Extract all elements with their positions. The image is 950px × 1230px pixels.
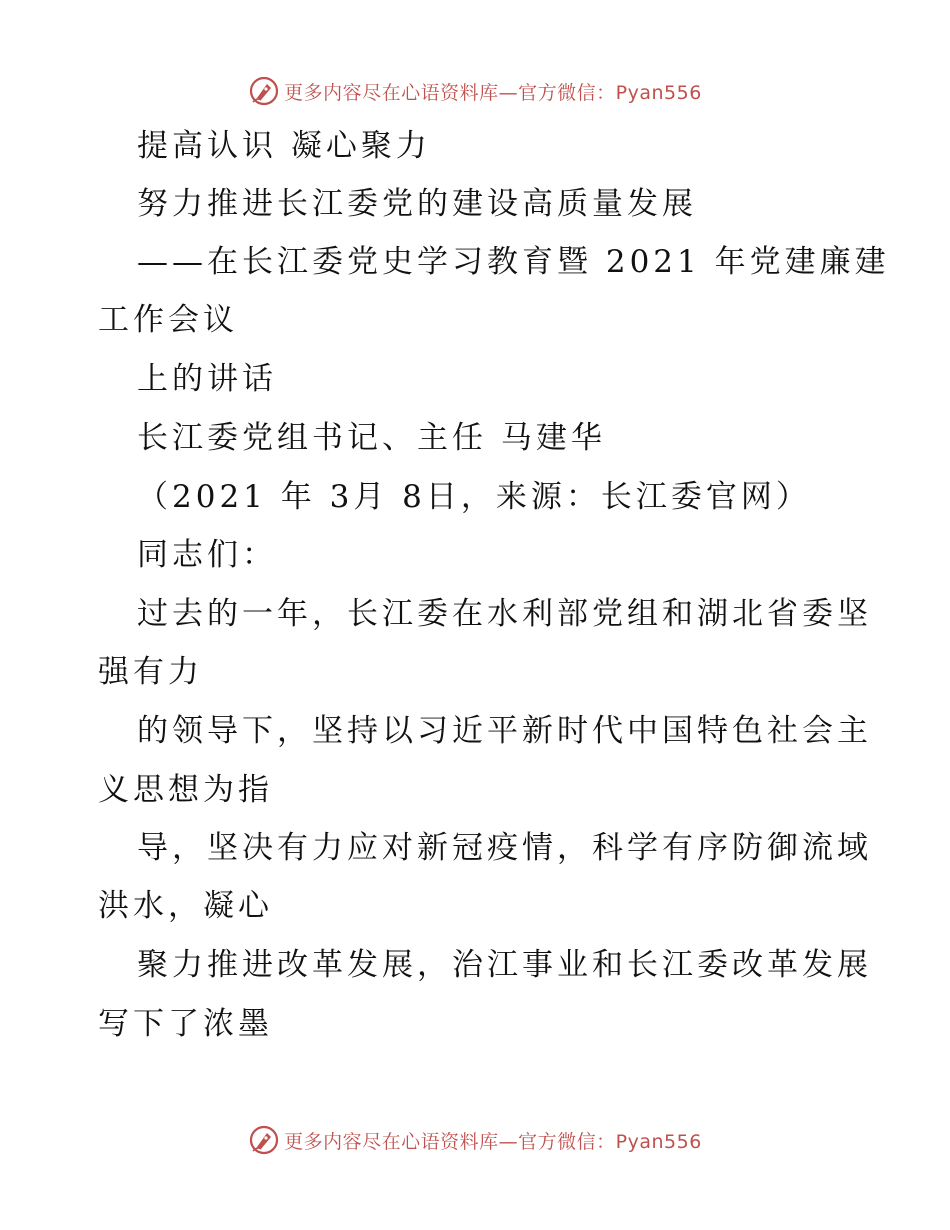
doc-date-source: （2021 年 3月 8日，来源：长江委官网）	[137, 479, 811, 515]
doc-title-line-2: 努力推进长江委党的建设高质量发展	[137, 186, 697, 222]
doc-salutation: 同志们：	[137, 537, 277, 573]
watermark-text: 更多内容尽在心语资料库—官方微信：Pyan556	[284, 81, 702, 104]
doc-paragraph-line: 聚力推进改革发展，治江事业和长江委改革发展	[137, 947, 872, 983]
watermark-text: 更多内容尽在心语资料库—官方微信：Pyan556	[284, 1130, 702, 1153]
doc-subtitle-line-1: ——在长江委党史学习教育暨 2021 年党建廉建	[137, 244, 890, 280]
doc-paragraph-line: 义思想为指	[98, 772, 273, 808]
watermark-footer	[0, 1120, 950, 1160]
pen-nib-logo-icon	[248, 1124, 280, 1156]
doc-paragraph-line: 导，坚决有力应对新冠疫情，科学有序防御流域	[137, 830, 872, 866]
doc-paragraph-line: 过去的一年，长江委在水利部党组和湖北省委坚	[137, 596, 872, 632]
doc-paragraph-line: 写下了浓墨	[98, 1006, 273, 1042]
doc-paragraph-line: 的领导下，坚持以习近平新时代中国特色社会主	[137, 713, 872, 749]
doc-subtitle-line-3: 上的讲话	[137, 361, 277, 397]
doc-paragraph-line: 强有力	[98, 654, 203, 690]
doc-subtitle-line-2: 工作会议	[98, 302, 238, 338]
doc-title-line-1: 提高认识 凝心聚力	[137, 128, 431, 164]
doc-paragraph-line: 洪水，凝心	[98, 888, 273, 924]
doc-author: 长江委党组书记、主任 马建华	[137, 420, 606, 456]
